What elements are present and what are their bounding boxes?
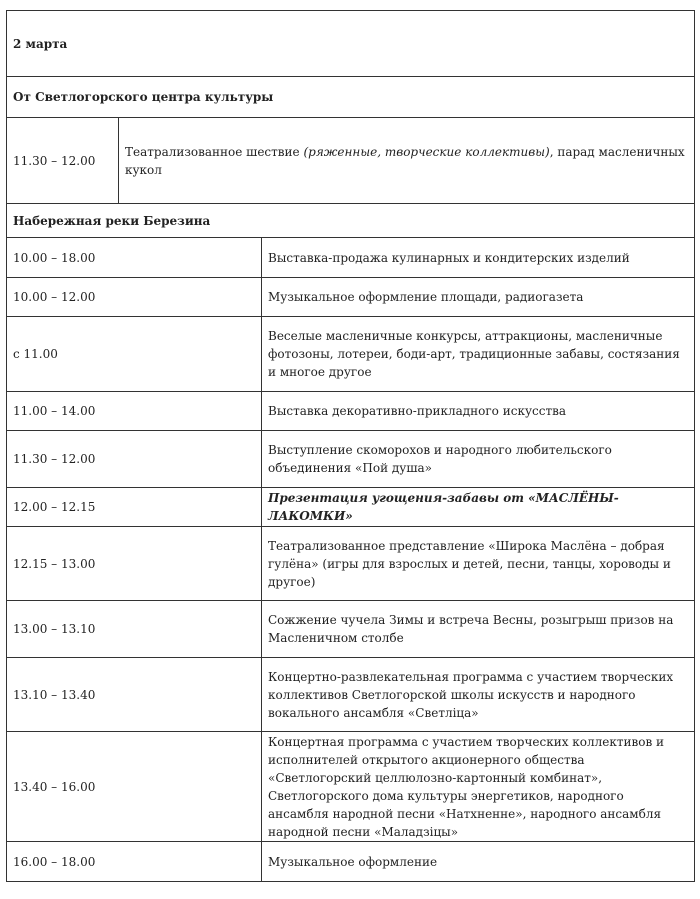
event-cell: Музыкальное оформление xyxy=(262,842,695,882)
event-cell: Музыкальное оформление площади, радиогазета xyxy=(262,278,695,317)
date-header: 2 марта xyxy=(7,11,695,77)
section-header-row xyxy=(7,77,695,118)
time-cell: 13.10 – 13.40 xyxy=(7,658,262,732)
table-row xyxy=(7,732,695,842)
table-row xyxy=(7,431,695,488)
time-cell: 10.00 – 12.00 xyxy=(7,278,262,317)
time-cell: 13.40 – 16.00 xyxy=(7,732,262,842)
time-cell: 11.00 – 14.00 xyxy=(7,392,262,431)
time-cell: 11.30 – 12.00 xyxy=(7,431,262,488)
event-cell: Выставка-продажа кулинарных и кондитерских изделий xyxy=(262,238,695,278)
event-cell: Концертно-развлекательная программа с участием творческих коллективов Светлогорской школы искусств и народного вокального ансамбля «Светліца» xyxy=(262,658,695,732)
table-row xyxy=(7,278,695,317)
section-header-row xyxy=(7,204,695,238)
event-text: Театрализованное шествие xyxy=(125,144,304,159)
table-row xyxy=(7,118,695,204)
date-row xyxy=(7,11,695,77)
time-cell: 10.00 – 18.00 xyxy=(7,238,262,278)
event-cell: Концертная программа с участием творческих коллективов и исполнителей открытого акционерного общества «Светлогорский целлюлозно-картонный комбинат», Светлогорского дома культуры энергетиков, народного ансамбля народной песни «Натхненне», народного ансамбля народной песни «Маладзіцы» xyxy=(262,732,695,842)
table-row xyxy=(7,527,695,601)
table-row xyxy=(7,317,695,392)
section-title: От Светлогорского центра культуры xyxy=(7,77,695,118)
event-text-italic: (ряженные, творческие коллективы) xyxy=(303,144,550,159)
table-row xyxy=(7,601,695,658)
time-cell: 16.00 – 18.00 xyxy=(7,842,262,882)
event-cell xyxy=(119,118,695,204)
table-row xyxy=(7,488,695,527)
time-cell: с 11.00 xyxy=(7,317,262,392)
time-cell: 13.00 – 13.10 xyxy=(7,601,262,658)
section-title: Набережная реки Березина xyxy=(7,204,695,238)
event-text: , парад масленичных кукол xyxy=(125,144,685,177)
table-row xyxy=(7,238,695,278)
time-cell: 11.30 – 12.00 xyxy=(7,118,119,204)
schedule-table xyxy=(6,10,695,882)
table-row xyxy=(7,658,695,732)
event-cell: Презентация угощения-забавы от «МАСЛЁНЫ-ЛАКОМКИ» xyxy=(262,488,695,527)
time-cell: 12.00 – 12.15 xyxy=(7,488,262,527)
table-row xyxy=(7,392,695,431)
event-cell: Выставка декоративно-прикладного искусства xyxy=(262,392,695,431)
table-row xyxy=(7,842,695,882)
time-cell: 12.15 – 13.00 xyxy=(7,527,262,601)
event-cell: Выступление скоморохов и народного любительского объединения «Пой душа» xyxy=(262,431,695,488)
event-cell: Театрализованное представление «Широка Маслёна – добрая гулёна» (игры для взрослых и детей, песни, танцы, хороводы и другое) xyxy=(262,527,695,601)
event-cell: Сожжение чучела Зимы и встреча Весны, розыгрыш призов на Масленичном столбе xyxy=(262,601,695,658)
event-cell: Веселые масленичные конкурсы, аттракционы, масленичные фотозоны, лотереи, боди-арт, традиционные забавы, состязания и многое другое xyxy=(262,317,695,392)
